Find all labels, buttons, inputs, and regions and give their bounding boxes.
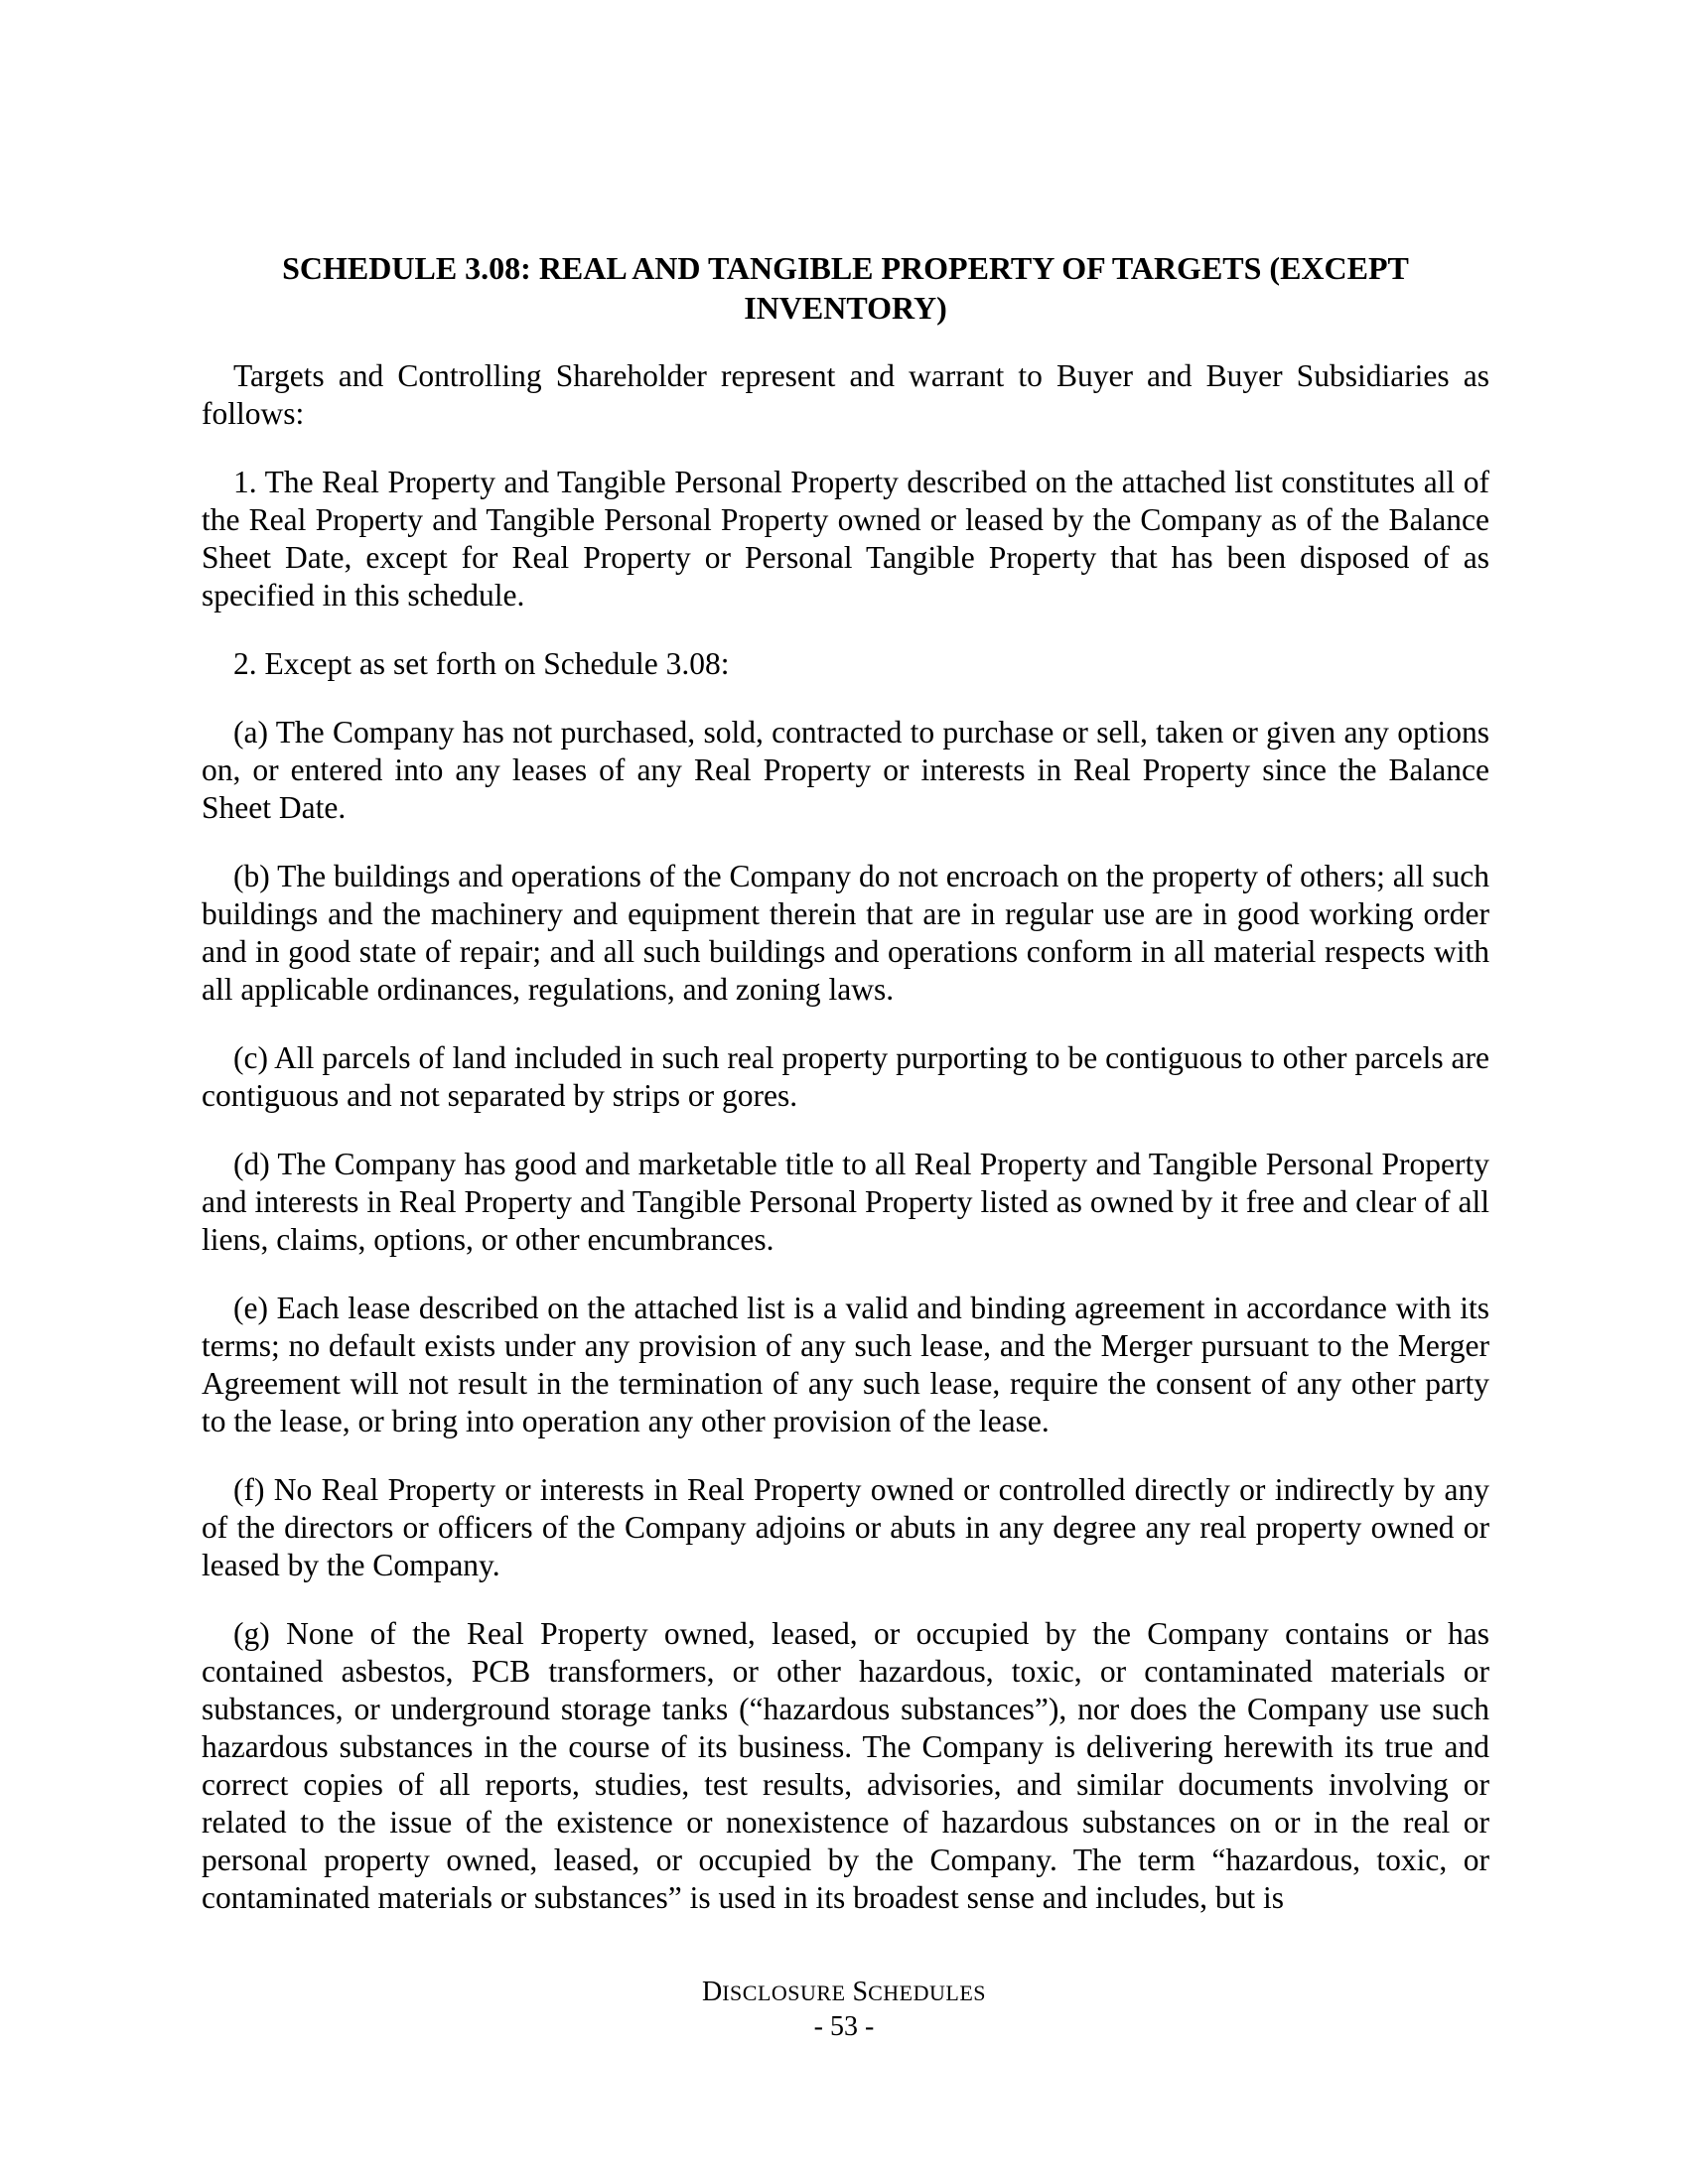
paragraph-2: 2. Except as set forth on Schedule 3.08:	[233, 646, 730, 681]
paragraph-f: (f) No Real Property or interests in Real Property owned or controlled directly or indirectly by any of the directors or officers of the Company adjoins or abuts in any degree any real property owned or leased by the Company.	[202, 1472, 1489, 1582]
paragraph-e: (e) Each lease described on the attached list is a valid and binding agreement in accordance with its terms; no default exists under any provision of any such lease, and the Merger pursuant to the Merger Agreement will not result in the termination of any such lease, require the consent of any other party to the lease, or bring into operation any other provision of the lease.	[202, 1291, 1489, 1438]
paragraph-d: (d) The Company has good and marketable title to all Real Property and Tangible Personal Property and interests in Real Property and Tangible Personal Property listed as owned by it free and clear of all liens, claims, options, or other encumbrances.	[202, 1147, 1489, 1257]
footer-label: DISCLOSURE SCHEDULES	[702, 1977, 986, 2007]
document-body	[202, 248, 1489, 1917]
paragraph-a: (a) The Company has not purchased, sold, contracted to purchase or sell, taken or given any options on, or entered into any leases of any Real Property or interests in Real Property since the Balance Sheet Date.	[202, 715, 1489, 825]
paragraph-c: (c) All parcels of land included in such real property purporting to be contiguous to other parcels are contiguous and not separated by strips or gores.	[202, 1040, 1489, 1113]
page-number: - 53 -	[813, 2011, 875, 2042]
paragraph-b: (b) The buildings and operations of the Company do not encroach on the property of others; all such buildings and the machinery and equipment therein that are in regular use are in good working order and in good state of repair; and all such buildings and operations conform in all material respects with all applicable ordinances, regulations, and zoning laws.	[202, 859, 1489, 1007]
paragraph-1: 1. The Real Property and Tangible Personal Property described on the attached list constitutes all of the Real Property and Tangible Personal Property owned or leased by the Company as of the Balance Sheet Date, except for Real Property or Personal Tangible Property that has been disposed of as specified in this schedule.	[202, 465, 1489, 613]
intro-paragraph: Targets and Controlling Shareholder represent and warrant to Buyer and Buyer Subsidiaries as follows:	[202, 358, 1489, 431]
paragraph-g: (g) None of the Real Property owned, leased, or occupied by the Company contains or has contained asbestos, PCB transformers, or other hazardous, toxic, or contaminated materials or substances, or underground storage tanks (“hazardous substances”), nor does the Company use such hazardous substances in the course of its business. The Company is delivering herewith its true and correct copies of all reports, studies, test results, advisories, and similar documents involving or related to the issue of the existence or nonexistence of hazardous substances on or in the real or personal property owned, leased, or occupied by the Company. The term “hazardous, toxic, or contaminated materials or substances” is used in its broadest sense and includes, but is	[202, 1616, 1489, 1915]
schedule-title: SCHEDULE 3.08: REAL AND TANGIBLE PROPERTY OF TARGETS (EXCEPT INVENTORY)	[282, 250, 1409, 326]
page-footer	[0, 1976, 1688, 2044]
